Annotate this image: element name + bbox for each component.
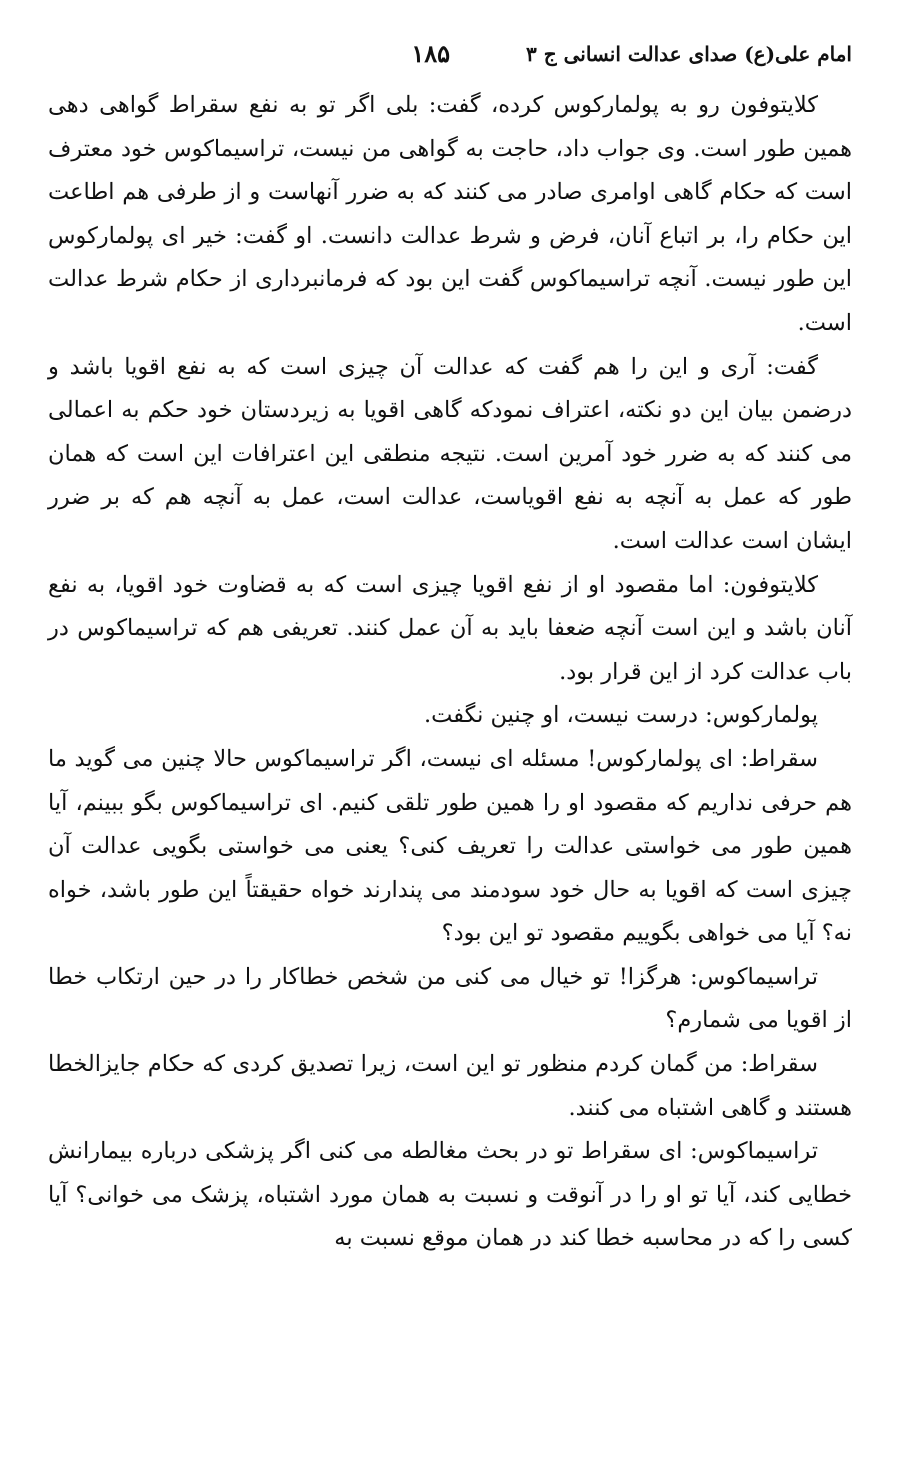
paragraph: سقراط: ای پولمارکوس! مسئله ای نیست، اگر تراسیماکوس حالا چنین می گوید ما هم حرفی نداریم که مقصود او را همین طور تلقی کنیم. ای تراسیماکوس بگو ببینم، آیا همین طور می خواستی عدالت را تعریف کنی؟ یعنی می خواستی بگویی عدالت آن چیزی است که اقویا به حال خود سودمند می پندارند خواه حقیقتاً این طور باشد، خواه نه؟ آیا می خواهی بگوییم مقصود تو این بود؟ xyxy=(48,745,852,947)
paragraph: تراسیماکوس: هرگزا! تو خیال می کنی من شخص خطاکار را در حین ارتکاب خطا از اقویا می شمارم؟ xyxy=(48,963,852,1034)
paragraph: کلایتوفون رو به پولمارکوس کرده، گفت: بلی اگر تو به نفع سقراط گواهی دهی همین طور است. وی جواب داد، حاجت به گواهی من نیست، تراسیماکوس خود معترف است که حکام گاهی اوامری صادر می کنند که به ضرر آنهاست و از طرفی هم اطاعت این حکام را، بر اتباع آنان، فرض و شرط عدالت دانست. او گفت: خیر ای پولمارکوس این طور نیست. آنچه تراسیماکوس گفت این بود که فرمانبرداری از حکام شرط عدالت است. xyxy=(48,92,852,336)
body-text xyxy=(48,84,852,1261)
paragraph: کلایتوفون: اما مقصود او از نفع اقویا چیزی است که به قضاوت خود اقویا، به نفع آنان باشد و این است آنچه ضعفا باید به آن عمل کنند. تعریفی هم که تراسیماکوس در باب عدالت کرد از این قرار بود. xyxy=(48,571,852,685)
page-number: ۱۸۵ xyxy=(411,39,450,68)
paragraph: سقراط: من گمان کردم منظور تو این است، زیرا تصدیق کردی که حکام جایزالخطا هستند و گاهی اشتباه می کنند. xyxy=(48,1051,852,1121)
running-header xyxy=(48,34,852,74)
paragraph: پولمارکوس: درست نیست، او چنین نگفت. xyxy=(424,702,818,729)
paragraph: تراسیماکوس: ای سقراط تو در بحث مغالطه می کنی اگر پزشکی درباره بیمارانش خطایی کند، آیا تو او را در آنوقت و نسبت به همان مورد اشتباه، پزشک می خوانی؟ آیا کسی را که در محاسبه خطا کند در همان موقع نسبت به xyxy=(48,1138,852,1252)
running-title: امام علی(ع) صدای عدالت انسانی ج ۳ xyxy=(526,42,852,66)
paragraph: گفت: آری و این را هم گفت که عدالت آن چیزی است که به نفع اقویا باشد و درضمن بیان این دو نکته، اعتراف نمودکه گاهی اقویا به زیردستان خود حکم به اعمالی می کنند که به ضرر خود آمرین است. نتیجه منطقی این اعترافات این است که همان طور که عمل به آنچه به نفع اقویاست، عدالت است، عمل به آنچه هم که بر ضرر ایشان است عدالت است. xyxy=(48,353,852,554)
